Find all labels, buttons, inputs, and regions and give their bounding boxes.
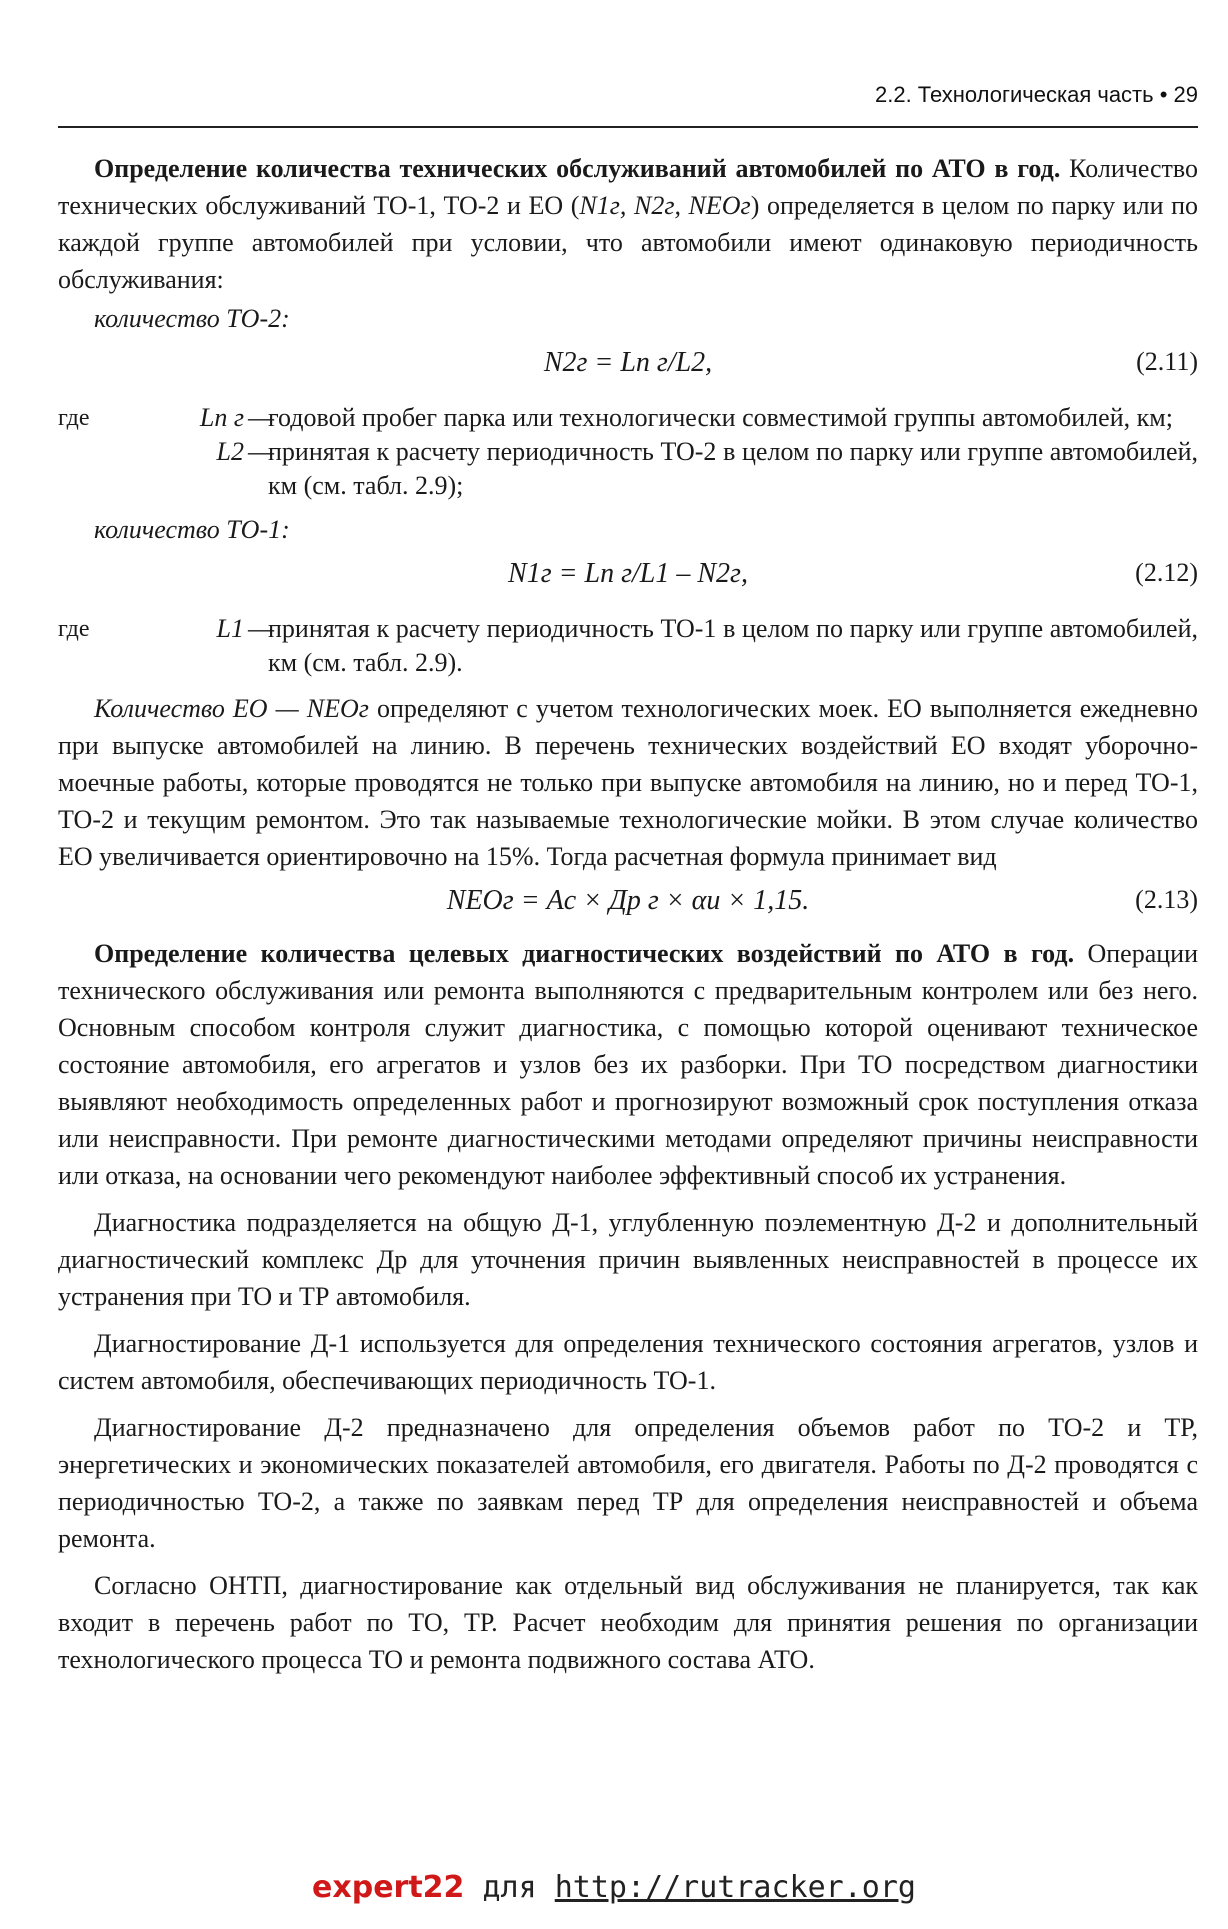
formula-2-13 — [58, 875, 1198, 935]
section1-text-a: Количество технических обслуживаний ТО-1, ТО-2 и ЕО ( — [58, 154, 1199, 220]
section2-paragraph — [58, 935, 1198, 1194]
formula-2-13-expression: NEOг = Aс × Дp г × αи × 1,15. — [446, 885, 810, 916]
running-head: 2.2. Технологическая часть • 29 — [875, 82, 1198, 107]
formula-2-11-expression: N2г = Lп г/L2, — [543, 347, 713, 378]
def-text-l1: принятая к расчету периодичность ТО-1 в целом по парку или группе автомобилей, км (см. табл. 2.9). — [268, 614, 1198, 677]
def-text-l2: принятая к расчету периодичность ТО-2 в целом по парку или группе автомобилей, км (см. табл. 2.9); — [268, 437, 1198, 500]
book-page — [58, 0, 1198, 1929]
footer-middle: для — [464, 1870, 555, 1905]
section1-paragraph — [58, 150, 1198, 298]
section1-heading: Определение количества технических обслуживаний автомобилей по АТО в год. — [94, 154, 1061, 183]
formula-2-12 — [58, 548, 1198, 608]
page-content — [58, 150, 1198, 1678]
section2-text: Операции технического обслуживания или ремонта выполняются с предварительным контролем или без него. Основным способом контроля служит диагностика, с помощью которой оценивают техническое состояние автомобиля, его агрегатов и узлов без их разборки. При ТО посредством диагностики выявляют необходимость определенных работ и прогнозируют возможный срок поступления отказа или неисправности. При ремонте диагностическими методами определяют причины неисправности или отказа, на основании чего рекомендуют наиболее эффективный способ их устранения. — [58, 939, 1199, 1190]
def-dash: — — [248, 614, 274, 643]
where-label: где — [58, 616, 90, 642]
footer-link[interactable]: http://rutracker.org — [554, 1870, 916, 1905]
formula-2-13-number: (2.13) — [1135, 885, 1198, 914]
where-label: где — [58, 405, 90, 431]
paragraph-d2: Диагностирование Д-2 предназначено для определения объемов работ по ТО-2 и ТР, энергетических и экономических показателей автомобиля, его двигателя. Работы по Д-2 проводятся с периодичностью ТО-2, а также по заявкам перед ТР для определения неисправностей и объема ремонта. — [58, 1413, 1198, 1553]
header-rule — [58, 126, 1198, 128]
to1-caption: количество ТО-1: — [94, 515, 290, 544]
def-dash: — — [248, 403, 274, 432]
def-symbol-l1: L1 — [216, 614, 244, 643]
eo-text: определяют с учетом технологических моек. ЕО выполняется ежедневно при выпуске автомобилей на линию. В перечень технических воздействий ЕО входят уборочно-моечные работы, которые проводятся не только при выпуске автомобиля на линию, но и перед ТО-1, ТО-2 и текущим ремонтом. Это так называемые технологические мойки. В этом случае количество ЕО увеличивается ориентировочно на 15%. Тогда расчетная формула принимает вид — [58, 694, 1199, 871]
eo-lead: Количество ЕО — NEOг — [94, 694, 369, 723]
to2-caption: количество ТО-2: — [94, 304, 290, 333]
watermark-footer — [0, 1870, 1228, 1905]
section1-text-b: ) определяется в целом по парку или по каждой группе автомобилей при условии, что автомобили имеют одинаковую периодичность обслуживания: — [58, 191, 1198, 294]
formula-2-12-expression: N1г = Lп г/L1 – N2г, — [508, 558, 748, 589]
paragraph-ontp: Согласно ОНТП, диагностирование как отдельный вид обслуживания не планируется, так как входит в перечень работ по ТО, ТР. Расчет необходим для принятия решения по организации технологического процесса ТО и ремонта подвижного состава АТО. — [58, 1571, 1198, 1674]
def-symbol-l2: L2 — [216, 437, 244, 466]
formula-2-12-number: (2.12) — [1135, 558, 1198, 587]
to1-definitions — [58, 612, 1198, 680]
eo-paragraph — [58, 690, 1198, 875]
section2-heading: Определение количества целевых диагностических воздействий по АТО в год. — [94, 939, 1075, 968]
formula-2-11 — [58, 337, 1198, 397]
paragraph-d1: Диагностирование Д-1 используется для определения технического состояния агрегатов, узлов и систем автомобиля, обеспечивающих периодичность ТО-1. — [58, 1329, 1198, 1395]
paragraph-diagnostics-types: Диагностика подразделяется на общую Д-1, углубленную поэлементную Д-2 и дополнительный диагностический комплекс Дp для уточнения причин выявленных неисправностей в процессе их устранения при ТО и ТР автомобиля. — [58, 1208, 1198, 1311]
section1-vars: N1г, N2г, NEOг — [579, 191, 751, 220]
footer-brand: expert22 — [312, 1870, 465, 1905]
def-text-lpg: годовой пробег парка или технологически совместимой группы автомобилей, км; — [268, 403, 1173, 432]
formula-2-11-number: (2.11) — [1136, 347, 1198, 376]
def-dash: — — [248, 437, 274, 466]
def-symbol-lpg: Lп г — [199, 403, 244, 432]
to2-definitions — [58, 401, 1198, 503]
